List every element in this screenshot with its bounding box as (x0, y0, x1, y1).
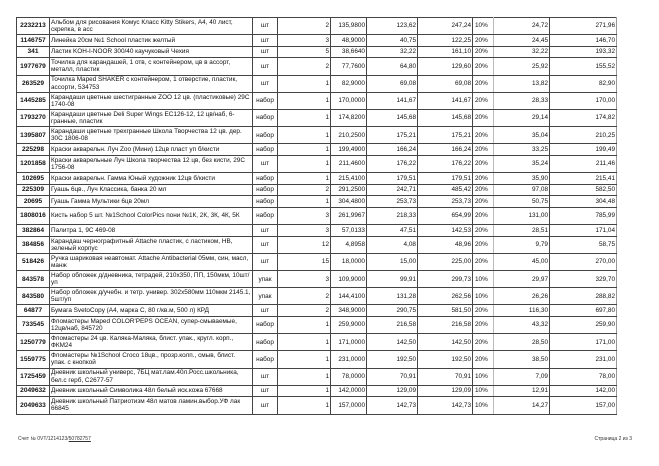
invoice-link[interactable]: 50782757 (68, 436, 91, 442)
table-row (17, 127, 617, 144)
cell-name: Карандаши цветные шестигранные ZOO 12 цв. (пластиковые) 29С 1740-08 (50, 92, 253, 109)
cell-vat-rate: 10% (473, 288, 494, 305)
cell-price: 259,9000 (331, 317, 367, 334)
cell-price-novat: 32,22 (367, 46, 418, 58)
cell-price-novat: 15,00 (367, 253, 418, 270)
invoice-number (18, 436, 91, 442)
cell-price: 135,9800 (331, 18, 367, 35)
cell-sum-novat: 129,09 (418, 385, 473, 397)
cell-sum-novat: 145,68 (418, 109, 473, 126)
cell-price-novat: 145,68 (367, 109, 418, 126)
cell-qty: 3 (278, 35, 331, 47)
cell-sum-novat: 192,50 (418, 351, 473, 368)
cell-vat-sum: 29,97 (494, 271, 550, 288)
cell-unit: шт (253, 385, 278, 397)
cell-code: 382864 (17, 225, 50, 237)
cell-code: 1445285 (17, 92, 50, 109)
cell-name: Бумага SvetoCopy (А4, марка С, 80 г/кв.м, 500 л) КРД (50, 305, 253, 317)
cell-name: Краски акварельн. Луч Zoo (Мини) 12цв пласт уп б/кисти (50, 144, 253, 156)
cell-sum-novat: 581,50 (418, 305, 473, 317)
cell-total: 288,82 (550, 288, 617, 305)
cell-qty: 1 (278, 334, 331, 351)
cell-code: 225298 (17, 144, 50, 156)
cell-sum-novat: 142,50 (418, 334, 473, 351)
cell-price-novat: 99,91 (367, 271, 418, 288)
cell-price: 142,0000 (331, 385, 367, 397)
cell-vat-rate: 10% (473, 271, 494, 288)
cell-qty: 1 (278, 144, 331, 156)
cell-sum-novat: 141,67 (418, 92, 473, 109)
table-row (17, 288, 617, 305)
cell-name: Ластик KOH-I-NOOR 300/40 каучуковый Чехия (50, 46, 253, 58)
cell-sum-novat: 485,42 (418, 184, 473, 196)
cell-price: 144,4100 (331, 288, 367, 305)
cell-price: 109,9000 (331, 271, 367, 288)
cell-name: Дневник школьный Символика 48л белый иск.кожа 67668 (50, 385, 253, 397)
page-number: Страница 2 из 3 (594, 436, 632, 442)
cell-name: Дневник школьный универс, 7БЦ мат.лам.40л.Росс.школьника, бел.с герб, С2677-57 (50, 368, 253, 385)
cell-vat-sum: 32,22 (494, 46, 550, 58)
cell-unit: шт (253, 368, 278, 385)
cell-qty: 1 (278, 196, 331, 208)
cell-vat-sum: 28,50 (494, 334, 550, 351)
cell-qty: 5 (278, 46, 331, 58)
cell-price: 18,0000 (331, 253, 367, 270)
cell-sum-novat: 175,21 (418, 127, 473, 144)
cell-unit: шт (253, 225, 278, 237)
cell-price-novat: 290,75 (367, 305, 418, 317)
table-row (17, 236, 617, 253)
cell-vat-rate: 20% (473, 207, 494, 224)
cell-price: 304,4800 (331, 196, 367, 208)
cell-vat-rate: 20% (473, 144, 494, 156)
cell-total: 155,52 (550, 58, 617, 75)
cell-vat-sum: 9,79 (494, 236, 550, 253)
cell-code: 2232213 (17, 18, 50, 35)
cell-name: Набор обложек д/дневника, тетрадей, 210х350, ПП, 150мкм, 10шт/уп (50, 271, 253, 288)
table-row (17, 18, 617, 35)
cell-qty: 1 (278, 155, 331, 172)
cell-name: Палитра 1, 9С 469-08 (50, 225, 253, 237)
table-row (17, 253, 617, 270)
cell-price-novat: 218,33 (367, 207, 418, 224)
invoice-items-table (16, 17, 617, 415)
table-row (17, 317, 617, 334)
cell-vat-rate: 20% (473, 196, 494, 208)
cell-vat-rate: 10% (473, 368, 494, 385)
cell-vat-rate: 20% (473, 155, 494, 172)
cell-name: Фломастеры 24 цв. Каляка-Маляка, блист. упак., кругл. корп., ФКМ24 (50, 334, 253, 351)
cell-vat-rate: 20% (473, 317, 494, 334)
cell-price-novat: 253,73 (367, 196, 418, 208)
cell-sum-novat: 142,53 (418, 225, 473, 237)
cell-vat-sum: 116,30 (494, 305, 550, 317)
cell-code: 1559775 (17, 351, 50, 368)
cell-price-novat: 175,21 (367, 127, 418, 144)
cell-vat-sum: 26,26 (494, 288, 550, 305)
cell-code: 1793270 (17, 109, 50, 126)
cell-qty: 1 (278, 92, 331, 109)
cell-vat-sum: 28,33 (494, 92, 550, 109)
cell-total: 329,70 (550, 271, 617, 288)
cell-vat-sum: 131,00 (494, 207, 550, 224)
cell-name: Краски акварельные Луч Школа творчества 12 цв, без кисти, 29С 1756-08 (50, 155, 253, 172)
cell-vat-sum: 29,14 (494, 109, 550, 126)
cell-unit: шт (253, 236, 278, 253)
cell-unit: набор (253, 351, 278, 368)
table-row (17, 368, 617, 385)
cell-unit: шт (253, 46, 278, 58)
table-row (17, 225, 617, 237)
cell-qty: 1 (278, 75, 331, 92)
cell-vat-sum: 7,09 (494, 368, 550, 385)
table-row (17, 305, 617, 317)
cell-vat-sum: 38,50 (494, 351, 550, 368)
cell-sum-novat: 70,91 (418, 368, 473, 385)
cell-vat-rate: 20% (473, 58, 494, 75)
cell-total: 142,00 (550, 385, 617, 397)
cell-name: Карандаши цветные Deli Super Wings EC126-12, 12 цв/наб, 6-гранные, пластик (50, 109, 253, 126)
cell-unit: шт (253, 35, 278, 47)
cell-vat-rate: 20% (473, 46, 494, 58)
cell-price: 291,2500 (331, 184, 367, 196)
cell-name: Ручка шариковая неавтомат. Attache Antibacterial 05мм, син, масл, манж (50, 253, 253, 270)
table-row (17, 35, 617, 47)
cell-unit: набор (253, 207, 278, 224)
cell-price-novat: 40,75 (367, 35, 418, 47)
cell-price-novat: 166,24 (367, 144, 418, 156)
cell-code: 733545 (17, 317, 50, 334)
cell-unit: шт (253, 305, 278, 317)
cell-sum-novat: 48,96 (418, 236, 473, 253)
cell-code: 1725459 (17, 368, 50, 385)
cell-code: 263529 (17, 75, 50, 92)
cell-vat-rate: 10% (473, 385, 494, 397)
cell-price: 170,0000 (331, 92, 367, 109)
cell-unit: шт (253, 253, 278, 270)
cell-sum-novat: 142,73 (418, 397, 473, 414)
cell-price-novat: 216,58 (367, 317, 418, 334)
cell-total: 78,00 (550, 368, 617, 385)
cell-total: 304,48 (550, 196, 617, 208)
cell-qty: 1 (278, 127, 331, 144)
cell-vat-sum: 28,51 (494, 225, 550, 237)
cell-total: 193,32 (550, 46, 617, 58)
cell-code: 843580 (17, 288, 50, 305)
cell-price-novat: 70,91 (367, 368, 418, 385)
table-row (17, 109, 617, 126)
invoice-prefix: Счет № 0VT/1214123/ (18, 436, 69, 442)
cell-price-novat: 141,67 (367, 92, 418, 109)
cell-vat-rate: 20% (473, 92, 494, 109)
cell-code: 518426 (17, 253, 50, 270)
cell-code: 1808016 (17, 207, 50, 224)
cell-sum-novat: 122,25 (418, 35, 473, 47)
cell-vat-rate: 20% (473, 305, 494, 317)
table-row (17, 144, 617, 156)
cell-unit: шт (253, 75, 278, 92)
cell-code: 2049632 (17, 385, 50, 397)
cell-sum-novat: 262,56 (418, 288, 473, 305)
cell-unit: упак (253, 288, 278, 305)
cell-price: 211,4600 (331, 155, 367, 172)
cell-vat-rate: 20% (473, 109, 494, 126)
cell-price-novat: 142,50 (367, 334, 418, 351)
cell-qty: 3 (278, 225, 331, 237)
cell-name: Фломастеры Maped COLOR'PEPS OCEAN, супер-смываемые, 12цв/наб, 845720 (50, 317, 253, 334)
cell-qty: 3 (278, 271, 331, 288)
cell-price: 77,7600 (331, 58, 367, 75)
cell-code: 102695 (17, 173, 50, 185)
cell-unit: набор (253, 92, 278, 109)
cell-qty: 1 (278, 317, 331, 334)
cell-vat-sum: 35,04 (494, 127, 550, 144)
cell-vat-sum: 14,27 (494, 397, 550, 414)
cell-unit: шт (253, 155, 278, 172)
cell-name: Краски акварельн. Гамма Юный художник 12цв б/кисти (50, 173, 253, 185)
cell-total: 785,99 (550, 207, 617, 224)
cell-total: 271,96 (550, 18, 617, 35)
cell-price-novat: 129,09 (367, 385, 418, 397)
cell-unit: набор (253, 144, 278, 156)
cell-total: 215,41 (550, 173, 617, 185)
cell-vat-rate: 10% (473, 18, 494, 35)
cell-price-novat: 176,22 (367, 155, 418, 172)
cell-vat-rate: 20% (473, 253, 494, 270)
cell-price-novat: 192,50 (367, 351, 418, 368)
cell-vat-rate: 10% (473, 397, 494, 414)
cell-code: 1395807 (17, 127, 50, 144)
cell-price: 199,4900 (331, 144, 367, 156)
table-row (17, 207, 617, 224)
cell-price: 82,9000 (331, 75, 367, 92)
cell-name: Линейка 20см №1 School пластик желтый (50, 35, 253, 47)
cell-price-novat: 142,73 (367, 397, 418, 414)
cell-name: Набор обложек д/учебн. и тетр. универ. 302х580мм 110мкм 2145.1, 5шт/уп (50, 288, 253, 305)
cell-total: 210,25 (550, 127, 617, 144)
cell-code: 1977679 (17, 58, 50, 75)
cell-price-novat: 131,28 (367, 288, 418, 305)
cell-unit: шт (253, 18, 278, 35)
cell-unit: шт (253, 397, 278, 414)
cell-unit: набор (253, 173, 278, 185)
cell-name: Дневник школьный Патриотизм 48л матов ламин.выбор.УФ лак 66845 (50, 397, 253, 414)
cell-unit: набор (253, 317, 278, 334)
cell-price-novat: 4,08 (367, 236, 418, 253)
cell-price: 174,8200 (331, 109, 367, 126)
cell-qty: 2 (278, 288, 331, 305)
cell-vat-rate: 20% (473, 225, 494, 237)
cell-vat-rate: 20% (473, 236, 494, 253)
cell-sum-novat: 253,73 (418, 196, 473, 208)
cell-price: 157,0000 (331, 397, 367, 414)
cell-qty: 1 (278, 385, 331, 397)
table-row (17, 385, 617, 397)
cell-price-novat: 47,51 (367, 225, 418, 237)
cell-vat-rate: 20% (473, 75, 494, 92)
table-row (17, 184, 617, 196)
cell-qty: 2 (278, 58, 331, 75)
cell-sum-novat: 179,51 (418, 173, 473, 185)
cell-total: 211,46 (550, 155, 617, 172)
cell-unit: набор (253, 196, 278, 208)
cell-qty: 3 (278, 207, 331, 224)
cell-price: 215,4100 (331, 173, 367, 185)
cell-unit: набор (253, 334, 278, 351)
cell-sum-novat: 654,99 (418, 207, 473, 224)
cell-vat-sum: 24,72 (494, 18, 550, 35)
cell-qty: 2 (278, 184, 331, 196)
cell-price-novat: 69,08 (367, 75, 418, 92)
cell-unit: упак (253, 271, 278, 288)
cell-unit: набор (253, 109, 278, 126)
cell-vat-rate: 20% (473, 127, 494, 144)
cell-vat-rate: 20% (473, 184, 494, 196)
cell-code: 225309 (17, 184, 50, 196)
cell-price: 38,6640 (331, 46, 367, 58)
cell-unit: набор (253, 127, 278, 144)
table-row (17, 46, 617, 58)
cell-vat-sum: 12,91 (494, 385, 550, 397)
cell-price: 4,8958 (331, 236, 367, 253)
cell-name: Фломастеры №1School Croco 18цв., прозр.колп., смыв, блист. упак. с кнопкой (50, 351, 253, 368)
table-row (17, 397, 617, 414)
cell-qty: 2 (278, 305, 331, 317)
table-row (17, 155, 617, 172)
cell-name: Точилка Maped SHAKER с контейнером, 1 отверстие, пластик, ассорти, 534753 (50, 75, 253, 92)
cell-vat-sum: 33,25 (494, 144, 550, 156)
cell-total: 58,75 (550, 236, 617, 253)
cell-vat-rate: 20% (473, 334, 494, 351)
cell-total: 82,90 (550, 75, 617, 92)
cell-total: 259,90 (550, 317, 617, 334)
cell-code: 341 (17, 46, 50, 58)
cell-code: 1201858 (17, 155, 50, 172)
cell-code: 1250779 (17, 334, 50, 351)
table-row (17, 92, 617, 109)
cell-name: Карандаш чернографитный Attache пластик, с ластиком, HB, зеленый корпус (50, 236, 253, 253)
cell-code: 843578 (17, 271, 50, 288)
cell-name: Кисть набор 5 шт. №1School ColorPics пони №1К, 2К, 3К, 4К, 5К (50, 207, 253, 224)
cell-name: Гуашь Гамма Мультики 6цв 20мл (50, 196, 253, 208)
cell-price: 261,9967 (331, 207, 367, 224)
cell-vat-sum: 24,45 (494, 35, 550, 47)
cell-sum-novat: 225,00 (418, 253, 473, 270)
cell-qty: 1 (278, 351, 331, 368)
cell-sum-novat: 176,22 (418, 155, 473, 172)
cell-sum-novat: 299,73 (418, 271, 473, 288)
cell-vat-sum: 43,32 (494, 317, 550, 334)
cell-total: 146,70 (550, 35, 617, 47)
cell-sum-novat: 69,08 (418, 75, 473, 92)
table-row (17, 173, 617, 185)
table-row (17, 58, 617, 75)
cell-code: 64877 (17, 305, 50, 317)
table-row (17, 196, 617, 208)
cell-sum-novat: 129,60 (418, 58, 473, 75)
cell-name: Альбом для рисования Комус Класс Kitty Stikers, А4, 40 лист, скрепка, в асс (50, 18, 253, 35)
cell-code: 2049633 (17, 397, 50, 414)
cell-total: 171,00 (550, 334, 617, 351)
cell-code: 1146757 (17, 35, 50, 47)
table-row (17, 75, 617, 92)
cell-vat-sum: 35,24 (494, 155, 550, 172)
cell-vat-sum: 97,08 (494, 184, 550, 196)
cell-sum-novat: 247,24 (418, 18, 473, 35)
cell-total: 174,82 (550, 109, 617, 126)
cell-price: 348,9000 (331, 305, 367, 317)
cell-qty: 15 (278, 253, 331, 270)
cell-price: 57,0133 (331, 225, 367, 237)
cell-price: 210,2500 (331, 127, 367, 144)
cell-qty: 1 (278, 397, 331, 414)
cell-vat-sum: 35,90 (494, 173, 550, 185)
cell-vat-rate: 20% (473, 173, 494, 185)
cell-qty: 1 (278, 368, 331, 385)
cell-price: 231,0000 (331, 351, 367, 368)
table-row (17, 271, 617, 288)
cell-vat-sum: 50,75 (494, 196, 550, 208)
cell-total: 199,49 (550, 144, 617, 156)
cell-qty: 2 (278, 18, 331, 35)
cell-total: 697,80 (550, 305, 617, 317)
cell-qty: 1 (278, 173, 331, 185)
cell-price: 48,9000 (331, 35, 367, 47)
table-row (17, 334, 617, 351)
cell-price-novat: 179,51 (367, 173, 418, 185)
cell-name: Гуашь 6цв., Луч Классика, банка 20 мл (50, 184, 253, 196)
cell-name: Точилка для карандашей, 1 отв, с контейнером, цв в ассорт, металл, пластик (50, 58, 253, 75)
cell-price: 78,0000 (331, 368, 367, 385)
cell-price-novat: 64,80 (367, 58, 418, 75)
cell-code: 20695 (17, 196, 50, 208)
cell-total: 157,00 (550, 397, 617, 414)
cell-sum-novat: 161,10 (418, 46, 473, 58)
cell-sum-novat: 166,24 (418, 144, 473, 156)
cell-vat-sum: 45,00 (494, 253, 550, 270)
cell-qty: 1 (278, 109, 331, 126)
cell-unit: набор (253, 184, 278, 196)
cell-total: 170,00 (550, 92, 617, 109)
cell-total: 171,04 (550, 225, 617, 237)
cell-vat-sum: 25,92 (494, 58, 550, 75)
cell-vat-rate: 20% (473, 35, 494, 47)
table-row (17, 351, 617, 368)
cell-total: 582,50 (550, 184, 617, 196)
cell-code: 384856 (17, 236, 50, 253)
cell-sum-novat: 216,58 (418, 317, 473, 334)
cell-price: 171,0000 (331, 334, 367, 351)
cell-name: Карандаши цветные трехгранные Школа Творчества 12 цв. дер. 30С 1806-08 (50, 127, 253, 144)
cell-price-novat: 123,62 (367, 18, 418, 35)
cell-unit: шт (253, 58, 278, 75)
cell-total: 270,00 (550, 253, 617, 270)
cell-price-novat: 242,71 (367, 184, 418, 196)
cell-total: 231,00 (550, 351, 617, 368)
cell-qty: 12 (278, 236, 331, 253)
cell-vat-sum: 13,82 (494, 75, 550, 92)
cell-vat-rate: 20% (473, 351, 494, 368)
